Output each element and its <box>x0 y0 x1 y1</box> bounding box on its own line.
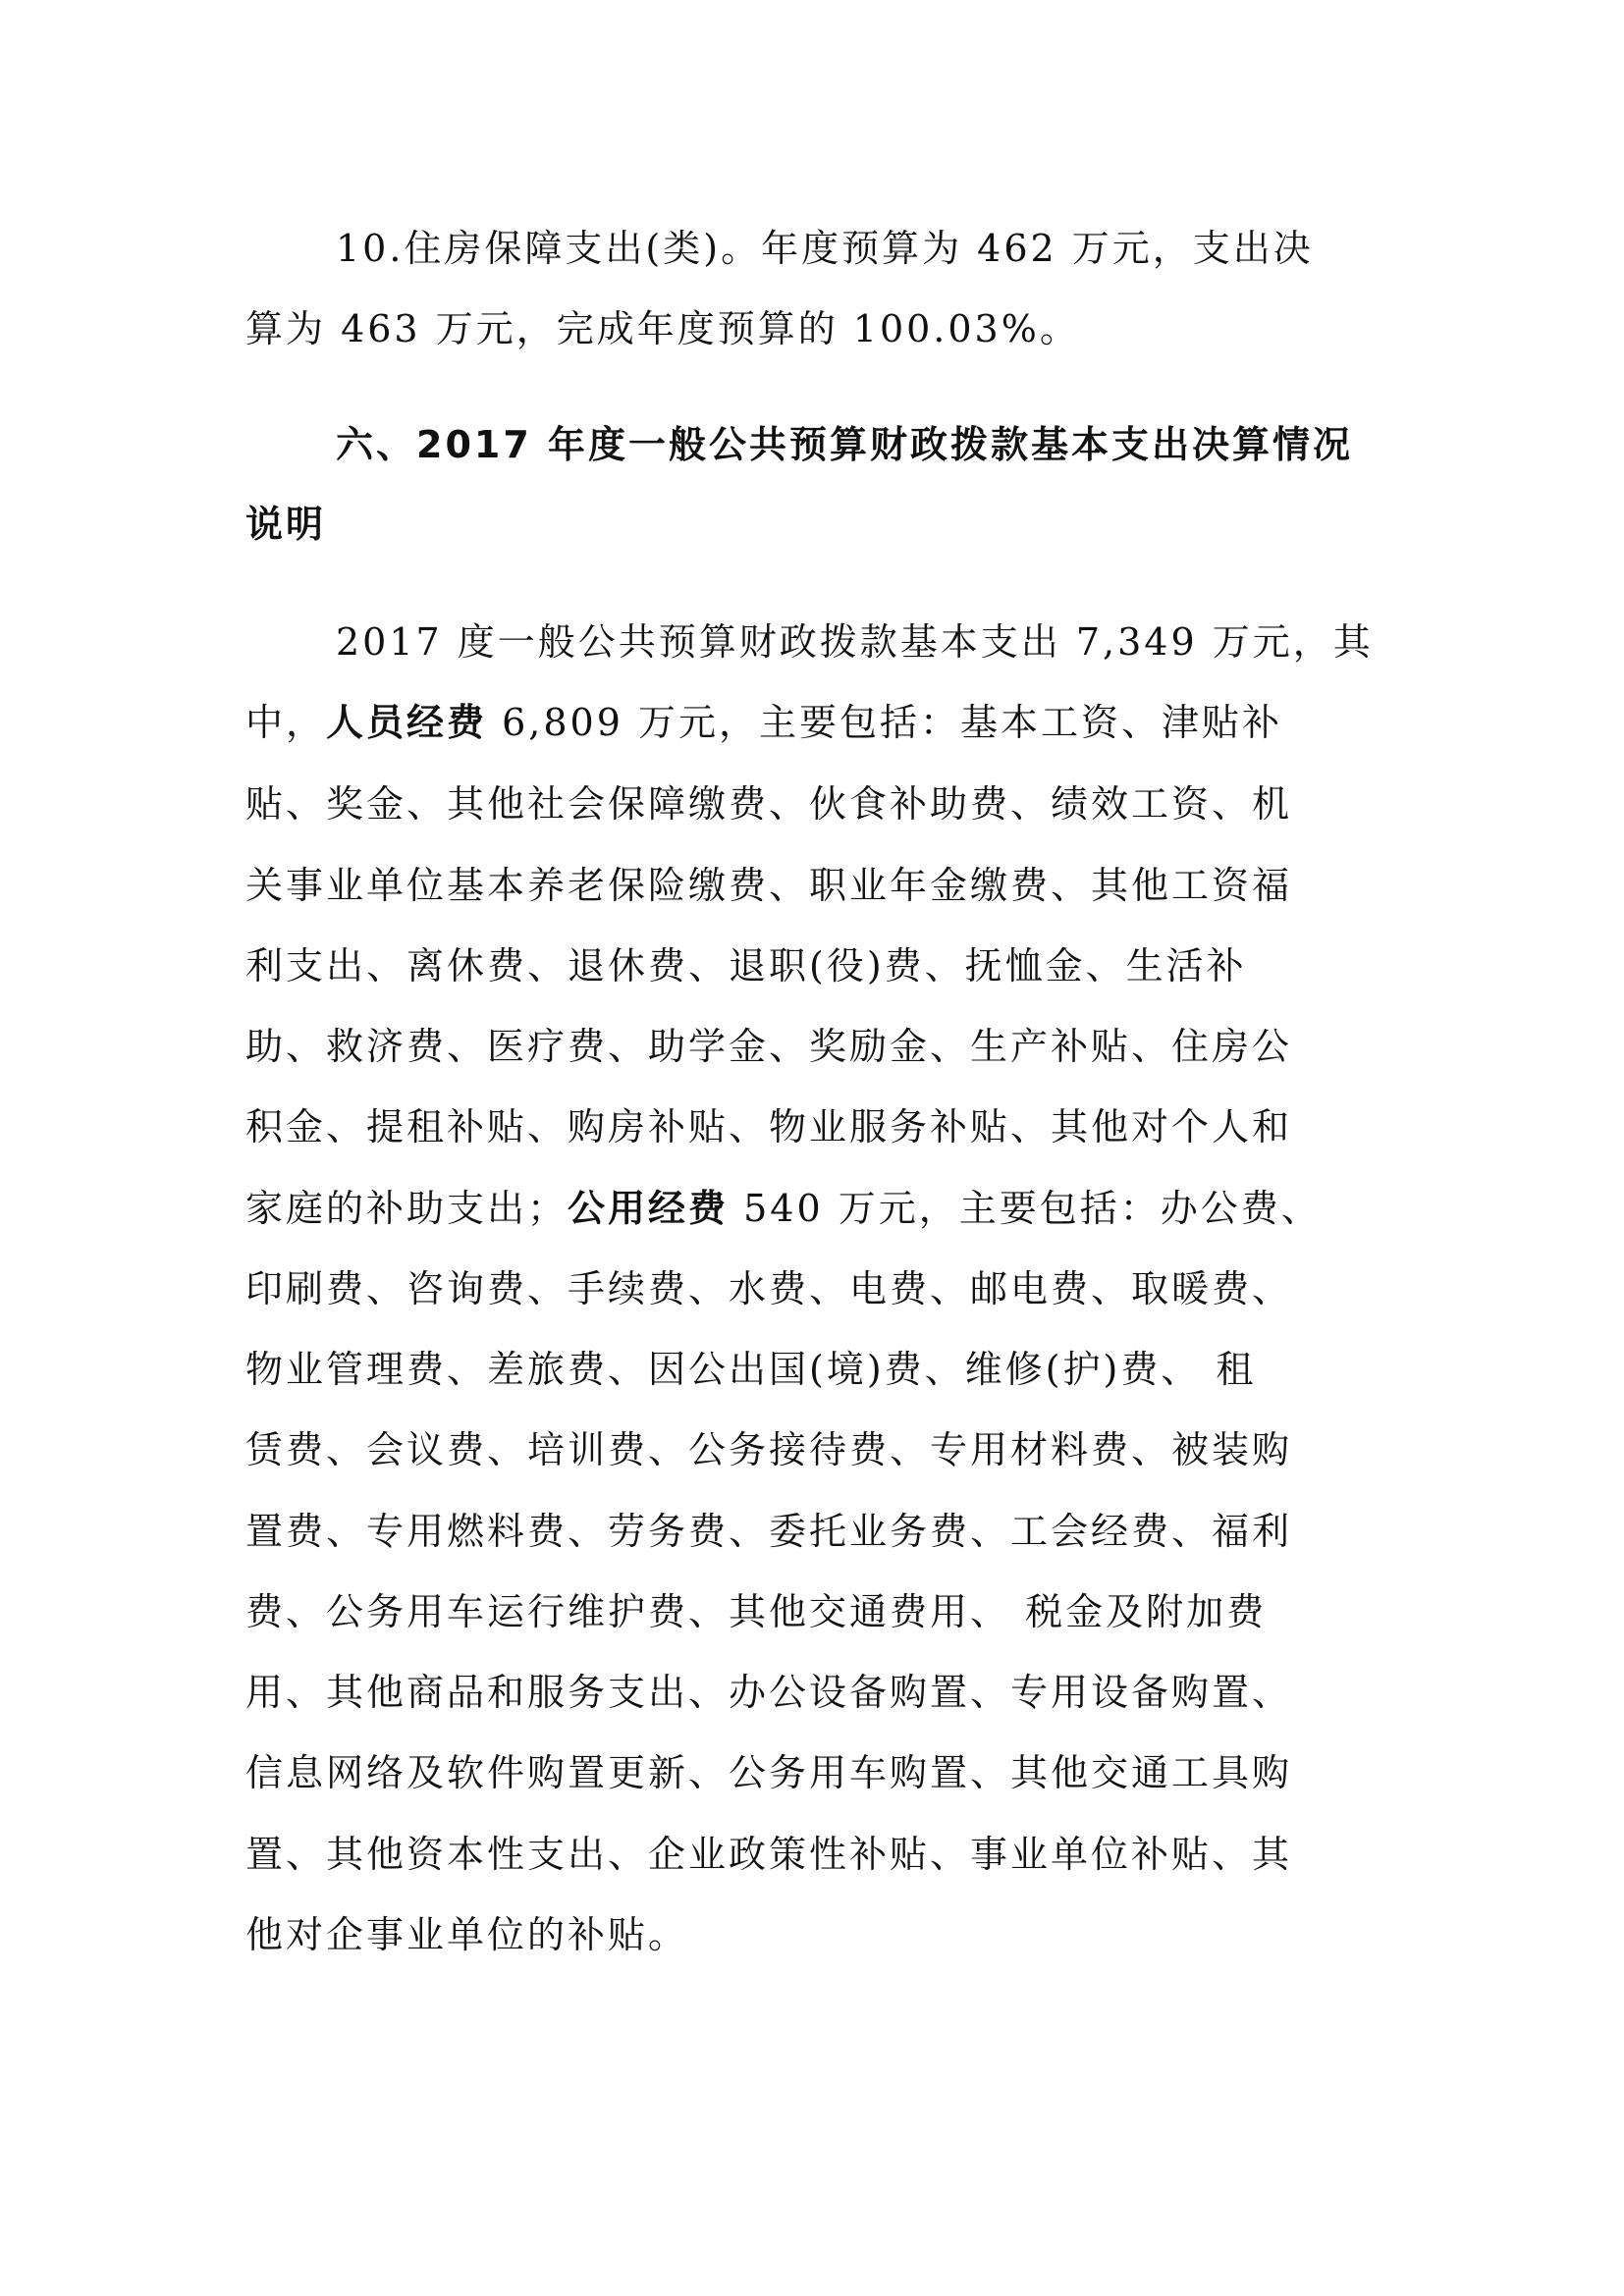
body-line-8-pre: 家庭的补助支出； <box>245 1187 568 1230</box>
body-line-9: 印刷费、咨询费、手续费、水费、电费、邮电费、取暖费、 <box>245 1267 1293 1310</box>
section6-heading-line2: 说明 <box>245 503 327 546</box>
public-expense-term: 公用经费 <box>568 1187 730 1230</box>
body-line-16: 置、其他资本性支出、企业政策性补贴、事业单位补贴、其 <box>245 1833 1293 1876</box>
body-line-8 <box>245 1187 1322 1230</box>
body-line-6: 助、救济费、医疗费、助学金、奖励金、生产补贴、住房公 <box>245 1025 1293 1068</box>
body-line-11: 赁费、会议费、培训费、公务接待费、专用材料费、被装购 <box>245 1428 1293 1471</box>
body-line-15: 信息网络及软件购置更新、公务用车购置、其他交通工具购 <box>245 1751 1293 1794</box>
body-line-8-post: 540 万元，主要包括：办公费、 <box>729 1187 1322 1230</box>
body-line-1: 2017 度一般公共预算财政拨款基本支出 7,349 万元，其 <box>336 620 1374 664</box>
personnel-expense-term: 人员经费 <box>326 701 488 744</box>
section10-line1: 10.住房保障支出(类)。年度预算为 462 万元，支出决 <box>336 227 1314 270</box>
body-line-12: 置费、专用燃料费、劳务费、委托业务费、工会经费、福利 <box>245 1510 1293 1553</box>
section10-line2: 算为 463 万元，完成年度预算的 100.03%。 <box>245 307 1080 350</box>
body-line-3: 贴、奖金、其他社会保障缴费、伙食补助费、绩效工资、机 <box>245 782 1293 826</box>
body-line-10: 物业管理费、差旅费、因公出国(境)费、维修(护)费、 租 <box>245 1348 1257 1391</box>
body-line-7: 积金、提租补贴、购房补贴、物业服务补贴、其他对个人和 <box>245 1105 1293 1148</box>
body-line-2-pre: 中， <box>245 701 327 744</box>
body-line-2 <box>245 701 1282 744</box>
body-line-13: 费、公务用车运行维护费、其他交通费用、 税金及附加费 <box>245 1590 1268 1633</box>
body-line-2-post: 6,809 万元，主要包括：基本工资、津贴补 <box>487 701 1282 744</box>
body-line-17: 他对企事业单位的补贴。 <box>245 1913 689 1956</box>
body-line-5: 利支出、离休费、退休费、退职(役)费、抚恤金、生活补 <box>245 944 1247 988</box>
body-line-14: 用、其他商品和服务支出、办公设备购置、专用设备购置、 <box>245 1671 1293 1714</box>
body-line-4: 关事业单位基本养老保险缴费、职业年金缴费、其他工资福 <box>245 864 1293 907</box>
section6-heading-line1: 六、2017 年度一般公共预算财政拨款基本支出决算情况 <box>336 423 1353 466</box>
